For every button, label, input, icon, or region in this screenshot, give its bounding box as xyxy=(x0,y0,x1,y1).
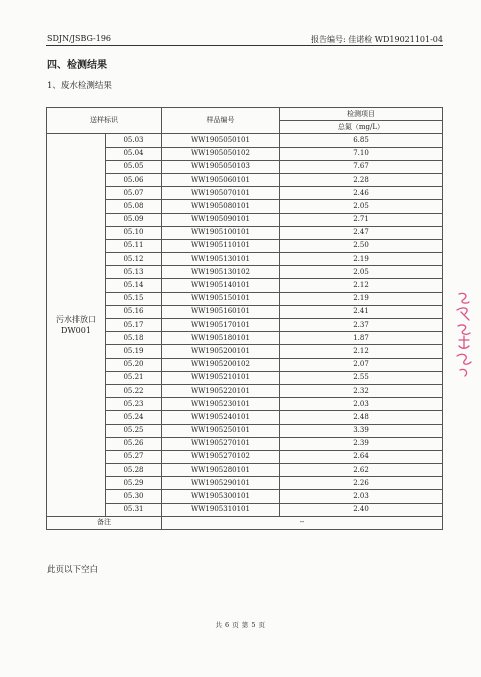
table-row xyxy=(47,371,443,384)
sample-no-cell: WW1905150101 xyxy=(162,292,280,305)
total-nitrogen-cell: 2.46 xyxy=(280,187,443,200)
date-cell: 05.31 xyxy=(106,503,162,516)
sample-no-cell: WW1905200101 xyxy=(162,345,280,358)
date-cell: 05.14 xyxy=(106,279,162,292)
table-row xyxy=(47,503,443,516)
doc-code: SDJN/JSBG-196 xyxy=(47,34,112,43)
date-cell: 05.19 xyxy=(106,345,162,358)
table-row xyxy=(47,200,443,213)
sample-no-cell: WW1905050103 xyxy=(162,160,280,173)
table-row xyxy=(47,187,443,200)
table-row xyxy=(47,134,443,147)
total-nitrogen-cell: 1.87 xyxy=(280,332,443,345)
date-cell: 05.08 xyxy=(106,200,162,213)
total-nitrogen-cell: 2.32 xyxy=(280,384,443,397)
total-nitrogen-cell: 7.10 xyxy=(280,147,443,160)
remark-row xyxy=(47,516,443,529)
date-cell: 05.09 xyxy=(106,213,162,226)
total-nitrogen-cell: 2.12 xyxy=(280,279,443,292)
sample-no-cell: WW1905290101 xyxy=(162,477,280,490)
sample-no-cell: WW1905250101 xyxy=(162,424,280,437)
date-cell: 05.27 xyxy=(106,450,162,463)
total-nitrogen-cell: 2.71 xyxy=(280,213,443,226)
total-nitrogen-cell: 2.47 xyxy=(280,226,443,239)
sample-no-cell: WW1905130102 xyxy=(162,266,280,279)
date-cell: 05.05 xyxy=(106,160,162,173)
table-row xyxy=(47,292,443,305)
sample-no-cell: WW1905090101 xyxy=(162,213,280,226)
date-cell: 05.29 xyxy=(106,477,162,490)
handwritten-signature xyxy=(451,290,477,380)
total-nitrogen-cell: 2.05 xyxy=(280,266,443,279)
table-row xyxy=(47,477,443,490)
total-nitrogen-cell: 2.03 xyxy=(280,398,443,411)
sample-no-cell: WW1905050101 xyxy=(162,134,280,147)
total-nitrogen-cell: 2.19 xyxy=(280,292,443,305)
total-nitrogen-cell: 2.07 xyxy=(280,358,443,371)
sample-no-cell: WW1905080101 xyxy=(162,200,280,213)
total-nitrogen-cell: 2.40 xyxy=(280,503,443,516)
results-table xyxy=(46,107,443,530)
sample-no-cell: WW1905270101 xyxy=(162,437,280,450)
total-nitrogen-cell: 2.50 xyxy=(280,239,443,252)
table-row xyxy=(47,213,443,226)
date-cell: 05.28 xyxy=(106,464,162,477)
table-row xyxy=(47,424,443,437)
date-cell: 05.26 xyxy=(106,437,162,450)
sample-no-cell: WW1905140101 xyxy=(162,279,280,292)
table-row xyxy=(47,345,443,358)
table-row xyxy=(47,305,443,318)
date-cell: 05.04 xyxy=(106,147,162,160)
total-nitrogen-cell: 2.05 xyxy=(280,200,443,213)
remark-value: -- xyxy=(162,516,443,529)
total-nitrogen-cell: 2.03 xyxy=(280,490,443,503)
table-row xyxy=(47,173,443,186)
date-cell: 05.13 xyxy=(106,266,162,279)
header-test-item: 检测项目 xyxy=(280,108,443,121)
total-nitrogen-cell: 2.39 xyxy=(280,437,443,450)
table-row xyxy=(47,358,443,371)
date-cell: 05.15 xyxy=(106,292,162,305)
table-row xyxy=(47,437,443,450)
table-row xyxy=(47,160,443,173)
date-cell: 05.11 xyxy=(106,239,162,252)
table-row xyxy=(47,450,443,463)
date-cell: 05.24 xyxy=(106,411,162,424)
sample-no-cell: WW1905230101 xyxy=(162,398,280,411)
table-row xyxy=(47,319,443,332)
date-cell: 05.06 xyxy=(106,173,162,186)
date-cell: 05.30 xyxy=(106,490,162,503)
sample-no-cell: WW1905220101 xyxy=(162,384,280,397)
total-nitrogen-cell: 2.28 xyxy=(280,173,443,186)
sample-no-cell: WW1905070101 xyxy=(162,187,280,200)
date-cell: 05.10 xyxy=(106,226,162,239)
page-footer: 共 6 页 第 5 页 xyxy=(215,621,266,629)
results-body xyxy=(47,134,443,516)
table-row xyxy=(47,384,443,397)
table-row xyxy=(47,332,443,345)
sample-no-cell: WW1905210101 xyxy=(162,371,280,384)
table-row xyxy=(47,253,443,266)
report-number: 报告编号: 佳诺检 WD19021101-04 xyxy=(310,35,443,44)
sample-no-cell: WW1905240101 xyxy=(162,411,280,424)
sample-no-cell: WW1905050102 xyxy=(162,147,280,160)
table-row xyxy=(47,411,443,424)
sample-no-cell: WW1905170101 xyxy=(162,319,280,332)
station-name: 污水排放口 xyxy=(56,315,96,325)
section-title: 四、检测结果 xyxy=(47,60,107,71)
date-cell: 05.25 xyxy=(106,424,162,437)
date-cell: 05.23 xyxy=(106,398,162,411)
date-cell: 05.22 xyxy=(106,384,162,397)
header-sample-no: 样品编号 xyxy=(162,108,280,134)
date-cell: 05.18 xyxy=(106,332,162,345)
blank-page-note: 此页以下空白 xyxy=(47,565,99,575)
total-nitrogen-cell: 2.26 xyxy=(280,477,443,490)
total-nitrogen-cell: 3.39 xyxy=(280,424,443,437)
date-cell: 05.03 xyxy=(106,134,162,147)
total-nitrogen-cell: 6.85 xyxy=(280,134,443,147)
table-row xyxy=(47,279,443,292)
table-row xyxy=(47,147,443,160)
date-cell: 05.16 xyxy=(106,305,162,318)
sample-no-cell: WW1905060101 xyxy=(162,173,280,186)
header-parameter: 总氮（mg/L） xyxy=(280,121,443,134)
total-nitrogen-cell: 2.12 xyxy=(280,345,443,358)
station-code: DW001 xyxy=(61,326,91,336)
sample-no-cell: WW1905200102 xyxy=(162,358,280,371)
table-row xyxy=(47,398,443,411)
total-nitrogen-cell: 2.62 xyxy=(280,464,443,477)
table-row xyxy=(47,490,443,503)
remark-label: 备注 xyxy=(47,516,162,529)
station-cell xyxy=(47,134,106,516)
sample-no-cell: WW1905110101 xyxy=(162,239,280,252)
header-divider xyxy=(46,45,443,46)
total-nitrogen-cell: 2.55 xyxy=(280,371,443,384)
date-cell: 05.12 xyxy=(106,253,162,266)
date-cell: 05.21 xyxy=(106,371,162,384)
table-row xyxy=(47,239,443,252)
date-cell: 05.20 xyxy=(106,358,162,371)
sample-no-cell: WW1905310101 xyxy=(162,503,280,516)
sample-no-cell: WW1905270102 xyxy=(162,450,280,463)
table-row xyxy=(47,266,443,279)
header-send-id: 送样标识 xyxy=(47,108,162,134)
total-nitrogen-cell: 7.67 xyxy=(280,160,443,173)
total-nitrogen-cell: 2.64 xyxy=(280,450,443,463)
total-nitrogen-cell: 2.48 xyxy=(280,411,443,424)
sample-no-cell: WW1905300101 xyxy=(162,490,280,503)
sample-no-cell: WW1905130101 xyxy=(162,253,280,266)
sample-no-cell: WW1905160101 xyxy=(162,305,280,318)
total-nitrogen-cell: 2.41 xyxy=(280,305,443,318)
table-row xyxy=(47,226,443,239)
sample-no-cell: WW1905280101 xyxy=(162,464,280,477)
date-cell: 05.07 xyxy=(106,187,162,200)
total-nitrogen-cell: 2.37 xyxy=(280,319,443,332)
subsection-title: 1、废水检测结果 xyxy=(47,81,112,91)
sample-no-cell: WW1905100101 xyxy=(162,226,280,239)
date-cell: 05.17 xyxy=(106,319,162,332)
total-nitrogen-cell: 2.19 xyxy=(280,253,443,266)
table-row xyxy=(47,464,443,477)
sample-no-cell: WW1905180101 xyxy=(162,332,280,345)
